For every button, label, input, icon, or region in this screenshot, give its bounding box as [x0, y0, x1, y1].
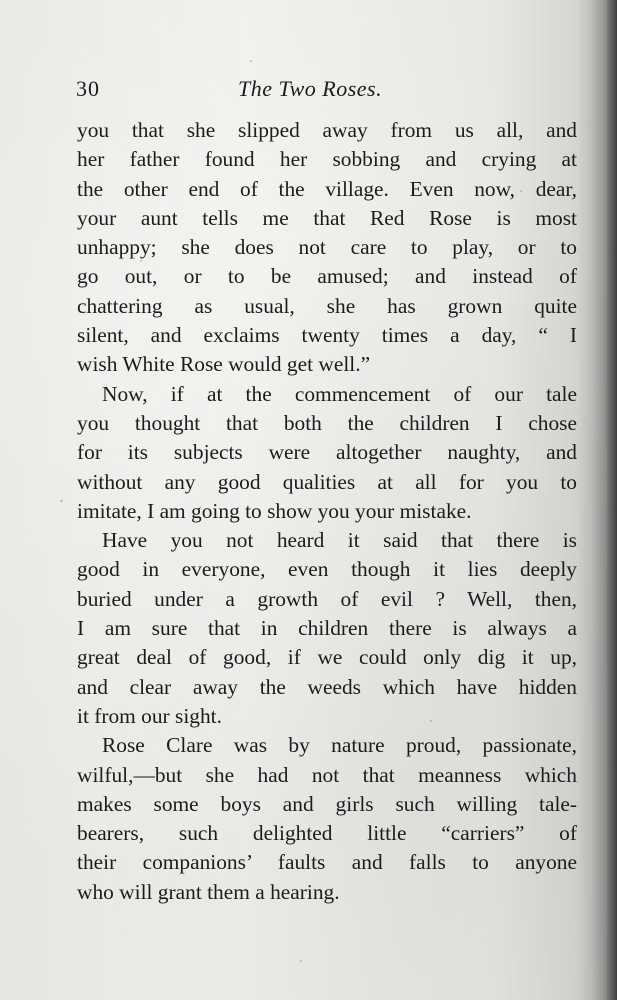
text-line: Now, if at the commencement of our tale [102, 381, 577, 406]
text-line: unhappy; she does not care to play, or to [77, 235, 577, 260]
text-line: their companions’ faults and falls to anyone [77, 850, 577, 875]
text-line: good in everyone, even though it lies deeply [77, 557, 577, 582]
text-line: chattering as usual, she has grown quite [77, 293, 577, 318]
text-line: for its subjects were altogether naughty, and [77, 440, 577, 465]
paper-speck [60, 500, 63, 502]
text-line: you that she slipped away from us all, and [77, 118, 577, 142]
text-line: and clear away the weeds which have hidden [77, 674, 577, 699]
text-line: imitate, I am going to show you your mistake. [77, 498, 472, 523]
text-line: who will grant them a hearing. [77, 879, 340, 904]
paper-speck [300, 960, 302, 962]
text-line: great deal of good, if we could only dig it up, [77, 645, 577, 670]
text-line: Have you not heard it said that there is [102, 528, 577, 553]
text-line: Rose Clare was by nature proud, passionate, [102, 733, 577, 758]
running-title: The Two Roses. [238, 76, 383, 101]
text-line: bearers, such delighted little “carriers” of [77, 821, 577, 846]
page-header [76, 76, 576, 106]
text-line: the other end of the village. Even now, dear, [77, 176, 577, 201]
text-line: silent, and exclaims twenty times a day, “ I [77, 323, 577, 348]
text-line: without any good qualities at all for you to [77, 469, 577, 494]
text-line: it from our sight. [77, 703, 222, 728]
page-number: 30 [76, 76, 100, 101]
text-line: wish White Rose would get well.” [77, 352, 371, 377]
text-line: wilful,—but she had not that meanness which [77, 762, 577, 787]
text-line: makes some boys and girls such willing tale- [77, 791, 577, 816]
text-line: go out, or to be amused; and instead of [77, 264, 577, 289]
paper-speck [250, 60, 252, 62]
text-line: her father found her sobbing and crying at [77, 147, 577, 172]
text-line: I am sure that in children there is always a [77, 616, 577, 641]
text-line: you thought that both the children I chose [77, 410, 577, 435]
text-line: your aunt tells me that Red Rose is most [77, 205, 577, 230]
binding-edge [607, 0, 617, 1000]
text-line: buried under a growth of evil ? Well, then, [77, 586, 577, 611]
body-text [77, 116, 577, 907]
